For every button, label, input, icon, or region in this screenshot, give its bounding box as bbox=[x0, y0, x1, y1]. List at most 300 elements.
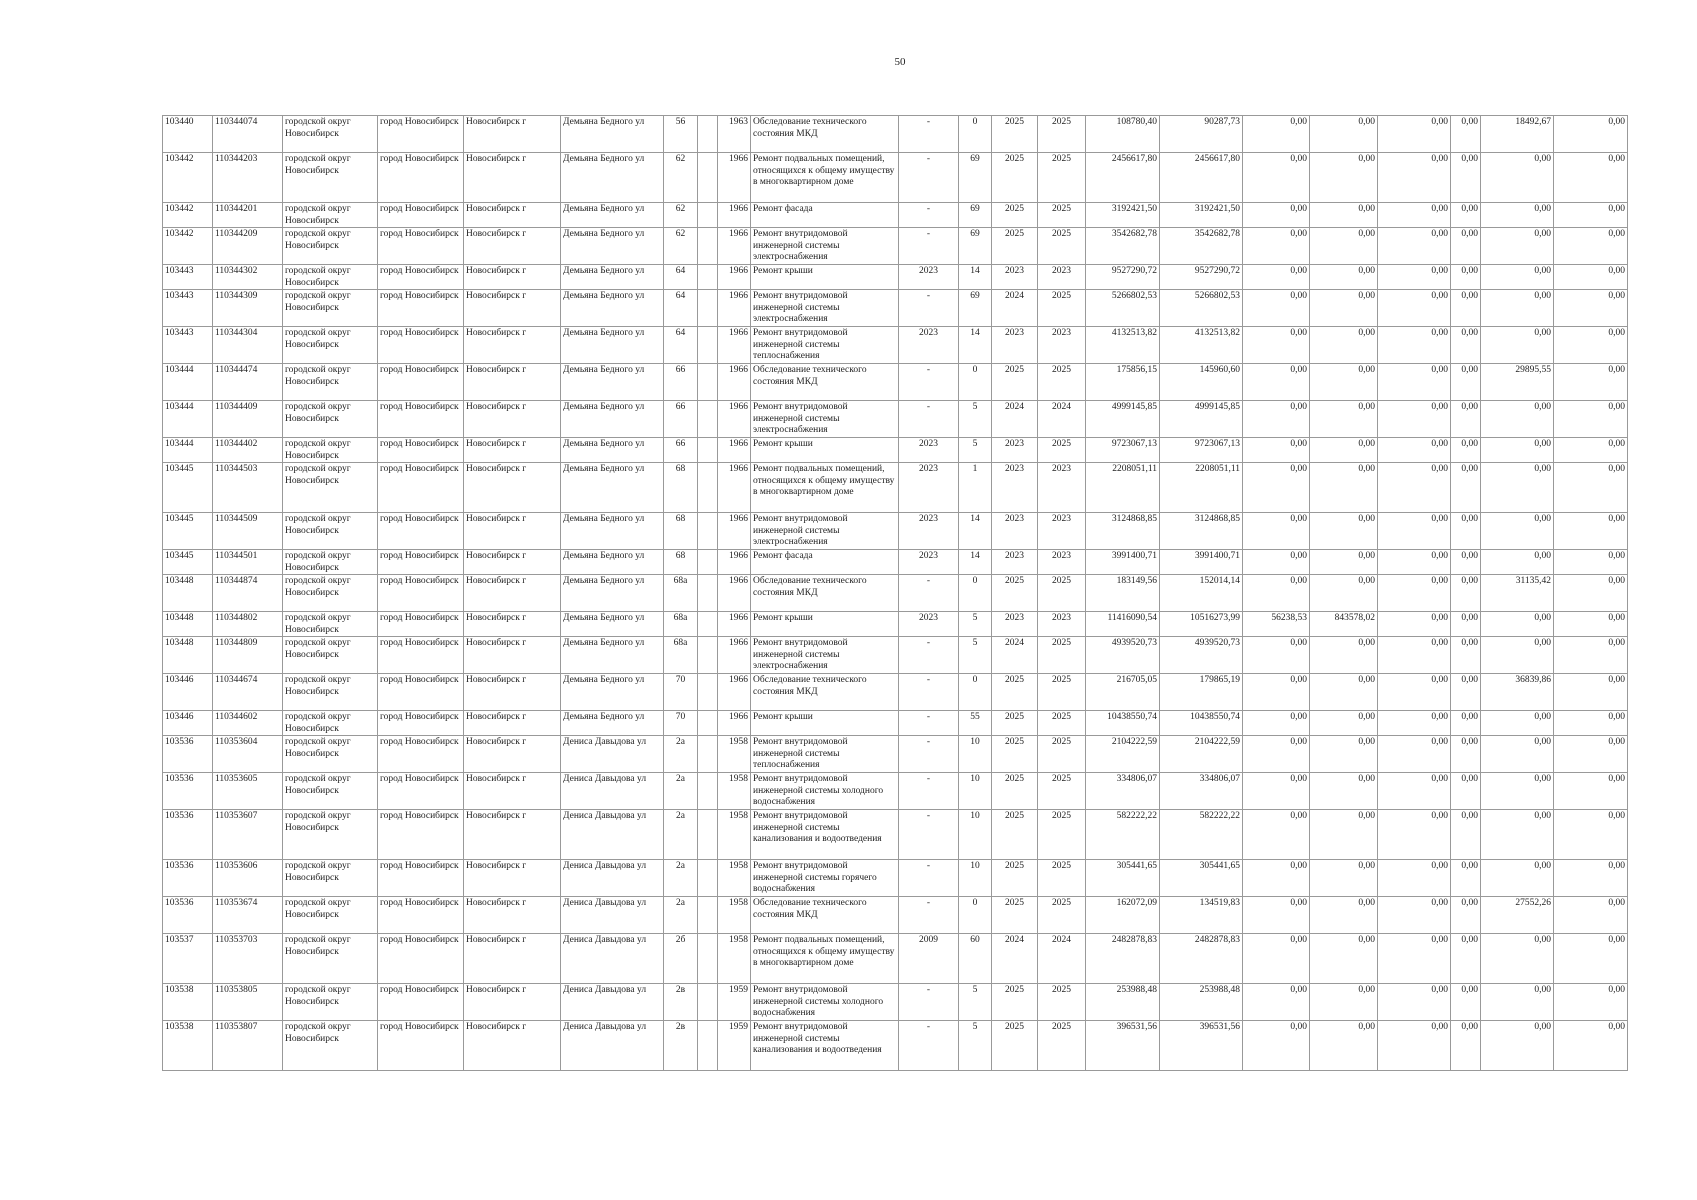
cell-house-id: 103537 bbox=[163, 934, 213, 984]
cell-total-cost: 334806,07 bbox=[1086, 773, 1160, 810]
cell-other-funds: 0,00 bbox=[1451, 810, 1481, 860]
cell-reserve-funds: 0,00 bbox=[1554, 612, 1628, 637]
cell-street: Демьяна Бедного ул bbox=[561, 364, 664, 401]
cell-wear-percent: 5 bbox=[959, 984, 992, 1021]
cell-house-number: 68а bbox=[664, 637, 698, 674]
cell-locality: Новосибирск г bbox=[464, 575, 561, 612]
cell-wear-percent: 0 bbox=[959, 364, 992, 401]
cell-other-funds: 0,00 bbox=[1451, 438, 1481, 463]
cell-last-repair-year: 2023 bbox=[899, 612, 959, 637]
cell-regional-funds: 0,00 bbox=[1243, 711, 1310, 736]
cell-house-number: 62 bbox=[664, 203, 698, 228]
cell-plan-start-year: 2025 bbox=[992, 897, 1038, 934]
cell-municipal-district: городской округ Новосибирск bbox=[283, 860, 378, 897]
cell-house-number: 64 bbox=[664, 290, 698, 327]
cell-total-cost: 2482878,83 bbox=[1086, 934, 1160, 984]
cell-year-built: 1966 bbox=[718, 612, 751, 637]
cell-total-cost: 3991400,71 bbox=[1086, 550, 1160, 575]
cell-year-built: 1959 bbox=[718, 984, 751, 1021]
cell-municipal-funds: 0,00 bbox=[1310, 637, 1378, 674]
cell-extra-funds: 0,00 bbox=[1481, 550, 1554, 575]
cell-other-funds: 0,00 bbox=[1451, 711, 1481, 736]
cell-house-number: 70 bbox=[664, 711, 698, 736]
cell-federal-funds: 0,00 bbox=[1378, 327, 1451, 364]
cell-locality: Новосибирск г bbox=[464, 897, 561, 934]
table-row bbox=[163, 290, 1628, 327]
cell-total-cost: 305441,65 bbox=[1086, 860, 1160, 897]
table-row bbox=[163, 364, 1628, 401]
cell-federal-funds: 0,00 bbox=[1378, 674, 1451, 711]
cell-extra-funds: 0,00 bbox=[1481, 736, 1554, 773]
cell-plan-start-year: 2025 bbox=[992, 773, 1038, 810]
cell-work-id: 110344309 bbox=[213, 290, 283, 327]
cell-work-type: Ремонт внутридомовой инженерной системы канализования и водоотведения bbox=[751, 810, 899, 860]
cell-total-cost: 582222,22 bbox=[1086, 810, 1160, 860]
cell-municipal-district: городской округ Новосибирск bbox=[283, 736, 378, 773]
cell-plan-end-year: 2025 bbox=[1038, 1021, 1086, 1071]
cell-work-id: 110344203 bbox=[213, 153, 283, 203]
table-row bbox=[163, 401, 1628, 438]
cell-wear-percent: 5 bbox=[959, 401, 992, 438]
cell-work-type: Ремонт внутридомовой инженерной системы горячего водоснабжения bbox=[751, 860, 899, 897]
cell-house-id: 103442 bbox=[163, 203, 213, 228]
cell-building bbox=[698, 810, 718, 860]
cell-house-id: 103448 bbox=[163, 637, 213, 674]
cell-municipal-funds: 0,00 bbox=[1310, 810, 1378, 860]
cell-house-id: 103448 bbox=[163, 575, 213, 612]
cell-year-built: 1966 bbox=[718, 327, 751, 364]
cell-house-id: 103444 bbox=[163, 438, 213, 463]
cell-extra-funds: 0,00 bbox=[1481, 401, 1554, 438]
cell-plan-end-year: 2025 bbox=[1038, 203, 1086, 228]
cell-reserve-funds: 0,00 bbox=[1554, 228, 1628, 265]
cell-municipal-district: городской округ Новосибирск bbox=[283, 290, 378, 327]
cell-building bbox=[698, 290, 718, 327]
cell-house-number: 68 bbox=[664, 513, 698, 550]
cell-settlement: город Новосибирск bbox=[378, 575, 464, 612]
cell-locality: Новосибирск г bbox=[464, 153, 561, 203]
cell-regional-funds: 0,00 bbox=[1243, 364, 1310, 401]
cell-work-type: Обследование технического состояния МКД bbox=[751, 116, 899, 153]
cell-owner-funds: 396531,56 bbox=[1160, 1021, 1243, 1071]
cell-building bbox=[698, 513, 718, 550]
cell-total-cost: 216705,05 bbox=[1086, 674, 1160, 711]
cell-owner-funds: 4999145,85 bbox=[1160, 401, 1243, 438]
cell-year-built: 1966 bbox=[718, 550, 751, 575]
cell-extra-funds: 0,00 bbox=[1481, 711, 1554, 736]
cell-year-built: 1966 bbox=[718, 575, 751, 612]
cell-municipal-funds: 0,00 bbox=[1310, 934, 1378, 984]
cell-street: Демьяна Бедного ул bbox=[561, 290, 664, 327]
cell-wear-percent: 10 bbox=[959, 736, 992, 773]
cell-house-number: 66 bbox=[664, 401, 698, 438]
cell-work-type: Ремонт крыши bbox=[751, 265, 899, 290]
cell-plan-end-year: 2023 bbox=[1038, 612, 1086, 637]
cell-building bbox=[698, 364, 718, 401]
cell-locality: Новосибирск г bbox=[464, 550, 561, 575]
cell-work-id: 110353703 bbox=[213, 934, 283, 984]
cell-extra-funds: 0,00 bbox=[1481, 860, 1554, 897]
table-row bbox=[163, 265, 1628, 290]
cell-reserve-funds: 0,00 bbox=[1554, 364, 1628, 401]
cell-street: Демьяна Бедного ул bbox=[561, 550, 664, 575]
cell-last-repair-year: 2023 bbox=[899, 513, 959, 550]
cell-street: Дениса Давыдова ул bbox=[561, 736, 664, 773]
cell-work-id: 110353807 bbox=[213, 1021, 283, 1071]
cell-regional-funds: 0,00 bbox=[1243, 153, 1310, 203]
cell-plan-end-year: 2025 bbox=[1038, 711, 1086, 736]
cell-building bbox=[698, 265, 718, 290]
cell-work-id: 110353607 bbox=[213, 810, 283, 860]
cell-house-number: 64 bbox=[664, 327, 698, 364]
cell-street: Дениса Давыдова ул bbox=[561, 934, 664, 984]
table-row bbox=[163, 550, 1628, 575]
cell-last-repair-year: - bbox=[899, 637, 959, 674]
cell-house-id: 103444 bbox=[163, 401, 213, 438]
cell-locality: Новосибирск г bbox=[464, 773, 561, 810]
cell-other-funds: 0,00 bbox=[1451, 1021, 1481, 1071]
cell-street: Дениса Давыдова ул bbox=[561, 984, 664, 1021]
cell-street: Дениса Давыдова ул bbox=[561, 897, 664, 934]
cell-work-id: 110353605 bbox=[213, 773, 283, 810]
cell-house-id: 103446 bbox=[163, 674, 213, 711]
cell-other-funds: 0,00 bbox=[1451, 228, 1481, 265]
cell-plan-end-year: 2023 bbox=[1038, 463, 1086, 513]
cell-other-funds: 0,00 bbox=[1451, 364, 1481, 401]
cell-year-built: 1966 bbox=[718, 438, 751, 463]
cell-municipal-funds: 0,00 bbox=[1310, 116, 1378, 153]
cell-plan-start-year: 2025 bbox=[992, 1021, 1038, 1071]
cell-extra-funds: 0,00 bbox=[1481, 290, 1554, 327]
cell-plan-end-year: 2025 bbox=[1038, 228, 1086, 265]
cell-municipal-funds: 0,00 bbox=[1310, 265, 1378, 290]
cell-extra-funds: 0,00 bbox=[1481, 153, 1554, 203]
cell-house-number: 62 bbox=[664, 228, 698, 265]
cell-owner-funds: 4939520,73 bbox=[1160, 637, 1243, 674]
cell-municipal-district: городской округ Новосибирск bbox=[283, 265, 378, 290]
cell-house-id: 103443 bbox=[163, 290, 213, 327]
cell-settlement: город Новосибирск bbox=[378, 736, 464, 773]
cell-regional-funds: 56238,53 bbox=[1243, 612, 1310, 637]
cell-last-repair-year: - bbox=[899, 736, 959, 773]
cell-last-repair-year: 2023 bbox=[899, 550, 959, 575]
cell-regional-funds: 0,00 bbox=[1243, 934, 1310, 984]
cell-extra-funds: 29895,55 bbox=[1481, 364, 1554, 401]
cell-house-id: 103536 bbox=[163, 810, 213, 860]
cell-plan-end-year: 2025 bbox=[1038, 290, 1086, 327]
cell-reserve-funds: 0,00 bbox=[1554, 984, 1628, 1021]
cell-settlement: город Новосибирск bbox=[378, 228, 464, 265]
cell-settlement: город Новосибирск bbox=[378, 773, 464, 810]
cell-extra-funds: 0,00 bbox=[1481, 438, 1554, 463]
cell-total-cost: 3542682,78 bbox=[1086, 228, 1160, 265]
cell-locality: Новосибирск г bbox=[464, 860, 561, 897]
cell-plan-start-year: 2023 bbox=[992, 550, 1038, 575]
cell-total-cost: 3192421,50 bbox=[1086, 203, 1160, 228]
cell-owner-funds: 253988,48 bbox=[1160, 984, 1243, 1021]
cell-street: Дениса Давыдова ул bbox=[561, 860, 664, 897]
cell-federal-funds: 0,00 bbox=[1378, 860, 1451, 897]
repair-program-table bbox=[162, 115, 1628, 1071]
cell-locality: Новосибирск г bbox=[464, 463, 561, 513]
cell-settlement: город Новосибирск bbox=[378, 612, 464, 637]
cell-locality: Новосибирск г bbox=[464, 810, 561, 860]
cell-plan-end-year: 2024 bbox=[1038, 401, 1086, 438]
cell-reserve-funds: 0,00 bbox=[1554, 265, 1628, 290]
cell-federal-funds: 0,00 bbox=[1378, 153, 1451, 203]
cell-total-cost: 253988,48 bbox=[1086, 984, 1160, 1021]
cell-settlement: город Новосибирск bbox=[378, 116, 464, 153]
cell-wear-percent: 69 bbox=[959, 203, 992, 228]
cell-plan-start-year: 2025 bbox=[992, 364, 1038, 401]
cell-plan-end-year: 2025 bbox=[1038, 736, 1086, 773]
cell-work-type: Ремонт внутридомовой инженерной системы электроснабжения bbox=[751, 637, 899, 674]
cell-owner-funds: 90287,73 bbox=[1160, 116, 1243, 153]
cell-building bbox=[698, 674, 718, 711]
cell-work-type: Ремонт внутридомовой инженерной системы теплоснабжения bbox=[751, 327, 899, 364]
cell-building bbox=[698, 984, 718, 1021]
cell-municipal-district: городской округ Новосибирск bbox=[283, 810, 378, 860]
cell-federal-funds: 0,00 bbox=[1378, 637, 1451, 674]
cell-other-funds: 0,00 bbox=[1451, 736, 1481, 773]
cell-street: Демьяна Бедного ул bbox=[561, 401, 664, 438]
cell-work-type: Ремонт внутридомовой инженерной системы электроснабжения bbox=[751, 228, 899, 265]
page-number: 50 bbox=[894, 56, 906, 68]
cell-municipal-district: городской округ Новосибирск bbox=[283, 203, 378, 228]
cell-municipal-funds: 0,00 bbox=[1310, 711, 1378, 736]
cell-wear-percent: 10 bbox=[959, 860, 992, 897]
cell-municipal-district: городской округ Новосибирск bbox=[283, 612, 378, 637]
cell-federal-funds: 0,00 bbox=[1378, 265, 1451, 290]
cell-regional-funds: 0,00 bbox=[1243, 984, 1310, 1021]
cell-plan-start-year: 2025 bbox=[992, 810, 1038, 860]
cell-year-built: 1958 bbox=[718, 860, 751, 897]
cell-federal-funds: 0,00 bbox=[1378, 401, 1451, 438]
cell-owner-funds: 10516273,99 bbox=[1160, 612, 1243, 637]
cell-building bbox=[698, 463, 718, 513]
cell-settlement: город Новосибирск bbox=[378, 550, 464, 575]
cell-plan-end-year: 2025 bbox=[1038, 364, 1086, 401]
cell-plan-end-year: 2023 bbox=[1038, 550, 1086, 575]
cell-street: Демьяна Бедного ул bbox=[561, 228, 664, 265]
cell-plan-end-year: 2025 bbox=[1038, 674, 1086, 711]
cell-regional-funds: 0,00 bbox=[1243, 265, 1310, 290]
cell-work-type: Ремонт крыши bbox=[751, 612, 899, 637]
cell-plan-end-year: 2025 bbox=[1038, 116, 1086, 153]
cell-last-repair-year: 2009 bbox=[899, 934, 959, 984]
cell-total-cost: 2456617,80 bbox=[1086, 153, 1160, 203]
cell-last-repair-year: - bbox=[899, 203, 959, 228]
table-row bbox=[163, 810, 1628, 860]
cell-other-funds: 0,00 bbox=[1451, 773, 1481, 810]
cell-municipal-funds: 0,00 bbox=[1310, 153, 1378, 203]
cell-house-number: 2а bbox=[664, 810, 698, 860]
cell-plan-start-year: 2024 bbox=[992, 401, 1038, 438]
cell-locality: Новосибирск г bbox=[464, 116, 561, 153]
cell-municipal-district: городской округ Новосибирск bbox=[283, 153, 378, 203]
table-row bbox=[163, 736, 1628, 773]
cell-total-cost: 2104222,59 bbox=[1086, 736, 1160, 773]
cell-last-repair-year: - bbox=[899, 401, 959, 438]
cell-reserve-funds: 0,00 bbox=[1554, 736, 1628, 773]
cell-municipal-funds: 0,00 bbox=[1310, 463, 1378, 513]
cell-locality: Новосибирск г bbox=[464, 513, 561, 550]
cell-municipal-district: городской округ Новосибирск bbox=[283, 711, 378, 736]
cell-locality: Новосибирск г bbox=[464, 438, 561, 463]
cell-federal-funds: 0,00 bbox=[1378, 612, 1451, 637]
table-row bbox=[163, 463, 1628, 513]
cell-other-funds: 0,00 bbox=[1451, 401, 1481, 438]
cell-municipal-district: городской округ Новосибирск bbox=[283, 934, 378, 984]
cell-municipal-funds: 0,00 bbox=[1310, 290, 1378, 327]
cell-municipal-funds: 0,00 bbox=[1310, 401, 1378, 438]
cell-year-built: 1966 bbox=[718, 513, 751, 550]
cell-building bbox=[698, 116, 718, 153]
cell-year-built: 1966 bbox=[718, 463, 751, 513]
cell-owner-funds: 145960,60 bbox=[1160, 364, 1243, 401]
cell-owner-funds: 134519,83 bbox=[1160, 897, 1243, 934]
cell-house-number: 66 bbox=[664, 364, 698, 401]
cell-reserve-funds: 0,00 bbox=[1554, 116, 1628, 153]
table-row bbox=[163, 203, 1628, 228]
cell-other-funds: 0,00 bbox=[1451, 327, 1481, 364]
cell-municipal-funds: 0,00 bbox=[1310, 860, 1378, 897]
cell-work-id: 110344402 bbox=[213, 438, 283, 463]
cell-owner-funds: 2208051,11 bbox=[1160, 463, 1243, 513]
cell-settlement: город Новосибирск bbox=[378, 513, 464, 550]
cell-plan-start-year: 2023 bbox=[992, 612, 1038, 637]
table-row bbox=[163, 897, 1628, 934]
cell-total-cost: 396531,56 bbox=[1086, 1021, 1160, 1071]
cell-municipal-funds: 0,00 bbox=[1310, 364, 1378, 401]
cell-regional-funds: 0,00 bbox=[1243, 228, 1310, 265]
cell-regional-funds: 0,00 bbox=[1243, 463, 1310, 513]
cell-owner-funds: 152014,14 bbox=[1160, 575, 1243, 612]
cell-street: Демьяна Бедного ул bbox=[561, 116, 664, 153]
cell-work-id: 110353604 bbox=[213, 736, 283, 773]
cell-municipal-funds: 0,00 bbox=[1310, 513, 1378, 550]
cell-extra-funds: 0,00 bbox=[1481, 934, 1554, 984]
cell-house-id: 103538 bbox=[163, 984, 213, 1021]
cell-street: Демьяна Бедного ул bbox=[561, 575, 664, 612]
cell-plan-start-year: 2025 bbox=[992, 984, 1038, 1021]
cell-work-id: 110344409 bbox=[213, 401, 283, 438]
cell-work-type: Обследование технического состояния МКД bbox=[751, 674, 899, 711]
cell-plan-start-year: 2025 bbox=[992, 736, 1038, 773]
cell-wear-percent: 5 bbox=[959, 637, 992, 674]
cell-work-id: 110344304 bbox=[213, 327, 283, 364]
cell-last-repair-year: - bbox=[899, 153, 959, 203]
cell-year-built: 1958 bbox=[718, 897, 751, 934]
table-row bbox=[163, 153, 1628, 203]
cell-building bbox=[698, 575, 718, 612]
cell-settlement: город Новосибирск bbox=[378, 674, 464, 711]
cell-plan-end-year: 2025 bbox=[1038, 810, 1086, 860]
cell-plan-end-year: 2025 bbox=[1038, 984, 1086, 1021]
cell-municipal-funds: 0,00 bbox=[1310, 327, 1378, 364]
cell-regional-funds: 0,00 bbox=[1243, 401, 1310, 438]
cell-plan-end-year: 2025 bbox=[1038, 860, 1086, 897]
cell-wear-percent: 14 bbox=[959, 550, 992, 575]
cell-regional-funds: 0,00 bbox=[1243, 810, 1310, 860]
cell-locality: Новосибирск г bbox=[464, 228, 561, 265]
table-row bbox=[163, 327, 1628, 364]
cell-federal-funds: 0,00 bbox=[1378, 934, 1451, 984]
cell-settlement: город Новосибирск bbox=[378, 463, 464, 513]
cell-locality: Новосибирск г bbox=[464, 290, 561, 327]
cell-owner-funds: 334806,07 bbox=[1160, 773, 1243, 810]
cell-street: Демьяна Бедного ул bbox=[561, 711, 664, 736]
cell-settlement: город Новосибирск bbox=[378, 711, 464, 736]
cell-other-funds: 0,00 bbox=[1451, 153, 1481, 203]
cell-house-number: 68а bbox=[664, 575, 698, 612]
cell-street: Демьяна Бедного ул bbox=[561, 637, 664, 674]
cell-house-id: 103443 bbox=[163, 265, 213, 290]
cell-building bbox=[698, 934, 718, 984]
cell-building bbox=[698, 228, 718, 265]
cell-municipal-district: городской округ Новосибирск bbox=[283, 116, 378, 153]
cell-work-id: 110344509 bbox=[213, 513, 283, 550]
cell-total-cost: 9723067,13 bbox=[1086, 438, 1160, 463]
cell-year-built: 1966 bbox=[718, 711, 751, 736]
cell-plan-start-year: 2023 bbox=[992, 513, 1038, 550]
cell-total-cost: 183149,56 bbox=[1086, 575, 1160, 612]
cell-regional-funds: 0,00 bbox=[1243, 637, 1310, 674]
cell-extra-funds: 0,00 bbox=[1481, 637, 1554, 674]
cell-other-funds: 0,00 bbox=[1451, 463, 1481, 513]
cell-last-repair-year: - bbox=[899, 290, 959, 327]
cell-street: Дениса Давыдова ул bbox=[561, 1021, 664, 1071]
cell-plan-start-year: 2025 bbox=[992, 860, 1038, 897]
cell-year-built: 1966 bbox=[718, 290, 751, 327]
cell-municipal-funds: 0,00 bbox=[1310, 1021, 1378, 1071]
table-row bbox=[163, 575, 1628, 612]
cell-house-id: 103442 bbox=[163, 228, 213, 265]
cell-settlement: город Новосибирск bbox=[378, 438, 464, 463]
cell-municipal-district: городской округ Новосибирск bbox=[283, 1021, 378, 1071]
cell-settlement: город Новосибирск bbox=[378, 897, 464, 934]
cell-locality: Новосибирск г bbox=[464, 327, 561, 364]
cell-plan-start-year: 2025 bbox=[992, 203, 1038, 228]
table-row bbox=[163, 860, 1628, 897]
cell-reserve-funds: 0,00 bbox=[1554, 290, 1628, 327]
cell-municipal-district: городской округ Новосибирск bbox=[283, 401, 378, 438]
cell-street: Демьяна Бедного ул bbox=[561, 203, 664, 228]
cell-federal-funds: 0,00 bbox=[1378, 736, 1451, 773]
cell-last-repair-year: - bbox=[899, 984, 959, 1021]
cell-house-number: 62 bbox=[664, 153, 698, 203]
cell-plan-end-year: 2025 bbox=[1038, 153, 1086, 203]
cell-owner-funds: 179865,19 bbox=[1160, 674, 1243, 711]
cell-building bbox=[698, 550, 718, 575]
table-row bbox=[163, 984, 1628, 1021]
cell-other-funds: 0,00 bbox=[1451, 203, 1481, 228]
cell-house-id: 103536 bbox=[163, 860, 213, 897]
cell-federal-funds: 0,00 bbox=[1378, 513, 1451, 550]
cell-house-number: 70 bbox=[664, 674, 698, 711]
cell-wear-percent: 10 bbox=[959, 773, 992, 810]
cell-year-built: 1966 bbox=[718, 637, 751, 674]
cell-plan-end-year: 2023 bbox=[1038, 513, 1086, 550]
cell-municipal-district: городской округ Новосибирск bbox=[283, 773, 378, 810]
cell-plan-start-year: 2025 bbox=[992, 674, 1038, 711]
cell-year-built: 1966 bbox=[718, 203, 751, 228]
cell-street: Дениса Давыдова ул bbox=[561, 773, 664, 810]
cell-last-repair-year: - bbox=[899, 674, 959, 711]
cell-work-id: 110344474 bbox=[213, 364, 283, 401]
cell-plan-end-year: 2024 bbox=[1038, 934, 1086, 984]
cell-settlement: город Новосибирск bbox=[378, 327, 464, 364]
